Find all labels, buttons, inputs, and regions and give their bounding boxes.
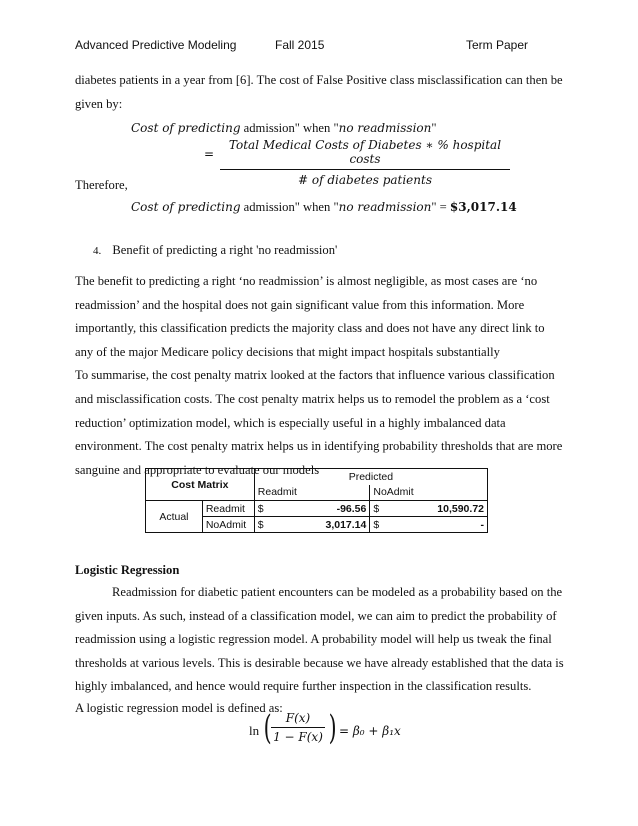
row-label: Readmit: [202, 501, 254, 517]
logistic-equation: [249, 709, 409, 755]
eq1-numerator: Total Medical Costs of Diabetes ∗ % hospital costs: [228, 138, 502, 166]
logistic-fraction-bar: [271, 727, 325, 728]
section-heading-logistic: Logistic Regression: [75, 563, 180, 577]
text-line: reduction’ optimization model, which is especially useful in a highly imbalanced data: [75, 415, 506, 430]
eq1-equals: =: [204, 147, 215, 161]
text-line: any of the major Medicare policy decisions that might impact hospitals substantially: [75, 344, 500, 359]
cell-value: -: [387, 517, 488, 533]
right-paren-icon: ): [328, 708, 337, 748]
text-line: Readmission for diabetic patient encounters can be modeled as a probability based on the: [112, 585, 563, 599]
row-label: NoAdmit: [202, 517, 254, 533]
eq1-lhs-text2: ": [431, 121, 437, 135]
cell-value: 10,590.72: [387, 501, 488, 517]
text-line: readmission using a logistic regression model. A probability model will help us tweak the final: [75, 632, 552, 647]
eq1-fraction: [220, 138, 510, 187]
eq2: [131, 200, 517, 215]
cell-value: 3,017.14: [271, 517, 370, 533]
ln-label: ln: [249, 723, 260, 738]
eq2-text1: admission" when ": [240, 200, 339, 214]
actual-label: Actual: [146, 501, 203, 533]
cell-value: -96.56: [271, 501, 370, 517]
col-readmit: Readmit: [254, 485, 370, 501]
currency: $: [254, 501, 271, 517]
cost-matrix-title: Cost Matrix: [146, 469, 255, 501]
currency: $: [254, 517, 271, 533]
text-line: readmission’ and the hospital does not gain significant value from this information. More: [75, 297, 525, 312]
text-line: thresholds at various levels. This is desirable because we have already established that the data is: [75, 655, 564, 670]
list-item-title: Benefit of predicting a right 'no readmission': [112, 243, 338, 257]
eq2-math1: Cost of predicting: [131, 200, 241, 214]
eq1-lhs: [131, 121, 437, 136]
therefore-text: Therefore,: [75, 178, 128, 192]
logistic-denominator: 1 − F(x): [273, 730, 323, 744]
logistic-fraction: [271, 711, 325, 744]
predicted-header: Predicted: [254, 469, 487, 485]
eq1-lhs-text1: admission" when ": [240, 121, 339, 135]
col-noadmit: NoAdmit: [370, 485, 488, 501]
eq2-math2: no readmission: [338, 200, 432, 214]
benefit-paragraph: [75, 270, 565, 482]
eq1-fraction-bar: [220, 169, 510, 170]
currency: $: [370, 501, 387, 517]
logistic-numerator: F(x): [285, 711, 311, 725]
text-line: given inputs. As such, instead of a classification model, we can aim to predict the probability of: [75, 608, 557, 623]
intro-line-2: given by:: [75, 97, 123, 111]
text-line: environment. The cost penalty matrix helps us in identifying probability thresholds that are more: [75, 439, 563, 454]
text-line: and misclassification costs. The cost penalty matrix helps us to remodel the problem as a ‘cost: [75, 391, 550, 406]
intro-line-1: diabetes patients in a year from [6]. The cost of False Positive class misclassification can then be: [75, 73, 563, 87]
text-line: importantly, this classification predicts the majority class and does not have any direct link to: [75, 321, 545, 336]
text-line: The benefit to predicting a right ‘no readmission’ is almost negligible, as most cases are ‘no: [75, 274, 538, 288]
eq2-text2: " =: [431, 200, 450, 214]
eq2-value: $3,017.14: [449, 200, 517, 214]
list-item-4: [93, 243, 337, 258]
header-course: Advanced Predictive Modeling: [75, 38, 237, 52]
text-line: To summarise, the cost penalty matrix looked at the factors that influence various classification: [75, 368, 555, 383]
eq1-lhs-math2: no readmission: [338, 121, 432, 135]
text-line: sanguine and appropriate to evaluate our models: [75, 462, 320, 477]
eq1-lhs-math1: Cost of predicting: [131, 121, 241, 135]
eq1-denominator: # of diabetes patients: [297, 173, 432, 187]
currency: $: [370, 517, 387, 533]
header-term: Fall 2015: [275, 38, 325, 52]
text-line: highly imbalanced, and hence would require further inspection in the classification results.: [75, 679, 532, 694]
logistic-rhs: = β₀ + β₁x: [339, 724, 401, 738]
left-paren-icon: (: [263, 708, 272, 748]
logistic-paragraph: [75, 581, 565, 717]
text-line: A logistic regression model is defined as:: [75, 700, 283, 715]
header-doc-type: Term Paper: [466, 38, 529, 52]
cost-matrix-table: [145, 468, 488, 533]
list-item-number: 4.: [93, 245, 102, 257]
